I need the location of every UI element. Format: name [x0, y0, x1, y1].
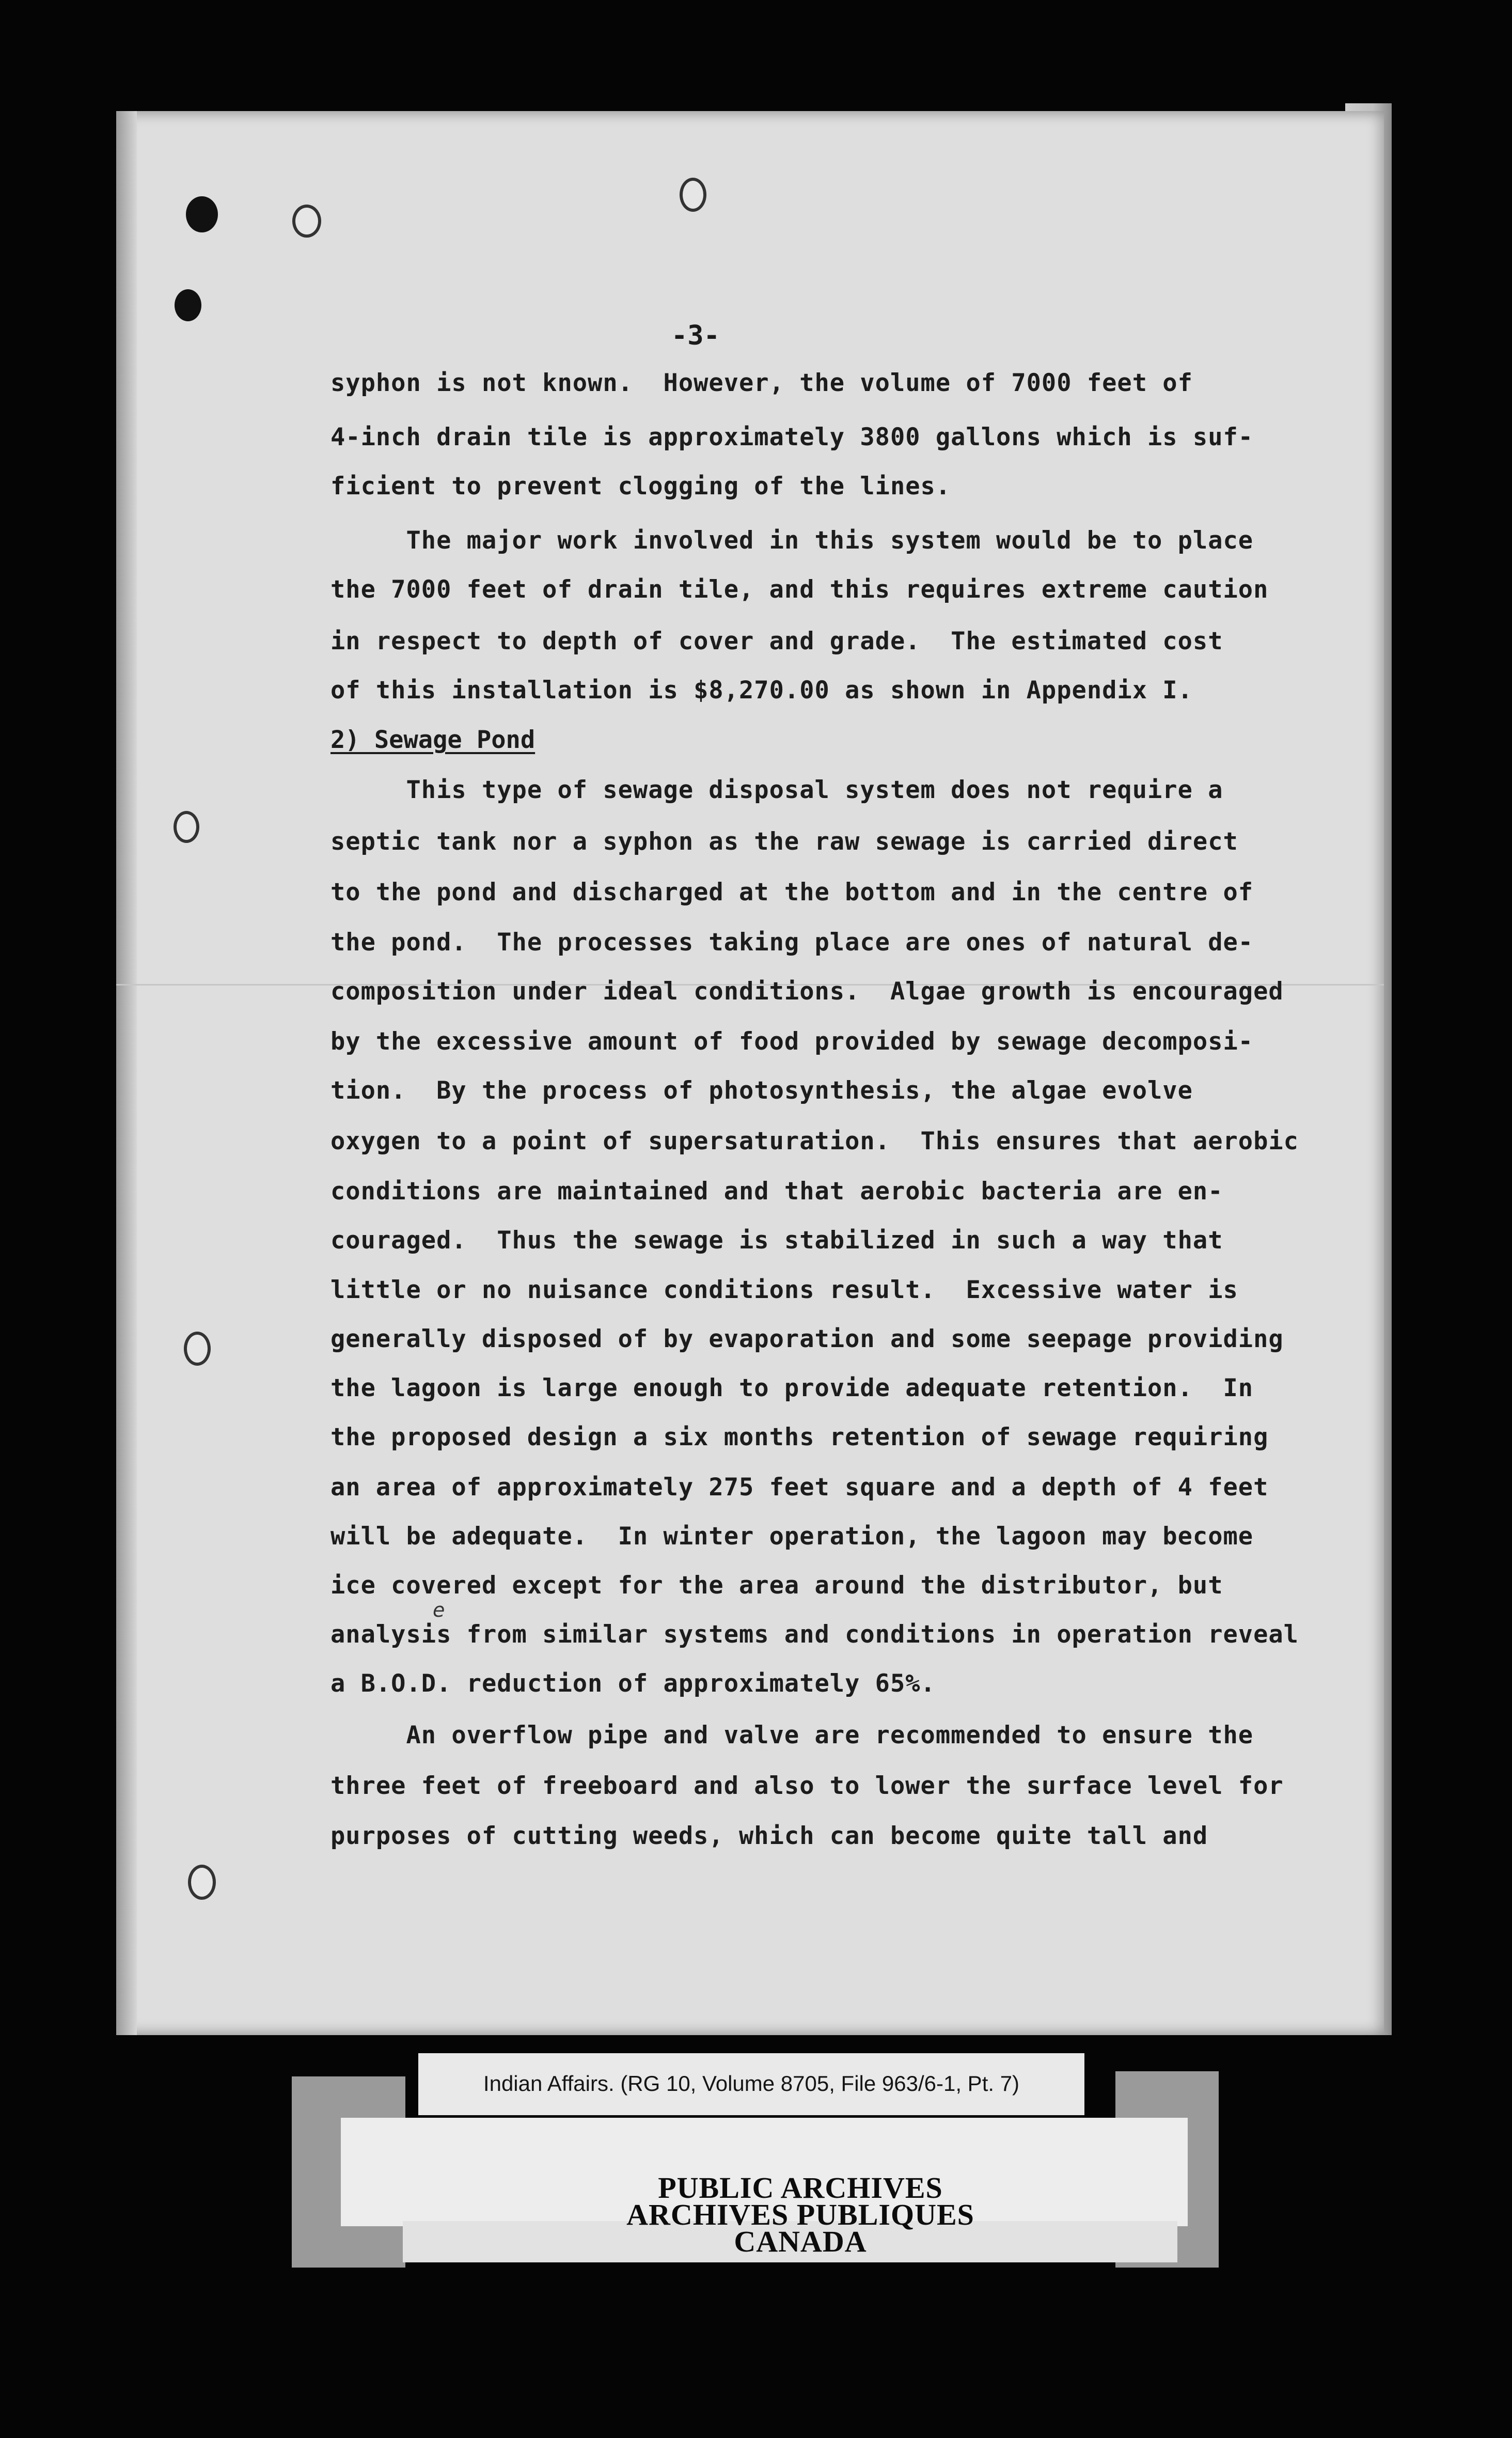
- text-line: 4-inch drain tile is approximately 3800 gallons which is suf-: [330, 423, 1254, 451]
- text-line: by the excessive amount of food provided by sewage decomposi-: [330, 1027, 1254, 1056]
- text-line: the pond. The processes taking place are ones of natural de-: [330, 928, 1254, 957]
- text-line: couraged. Thus the sewage is stabilized in such a way that: [330, 1226, 1223, 1255]
- punch-hole-icon: [186, 196, 218, 232]
- text-line: This type of sewage disposal system does not require a: [330, 776, 1223, 804]
- page-number: -3-: [671, 320, 720, 351]
- text-line: septic tank nor a syphon as the raw sewage is carried direct: [330, 827, 1238, 856]
- text-line: oxygen to a point of supersaturation. This ensures that aerobic: [330, 1127, 1299, 1155]
- text-line: will be adequate. In winter operation, the lagoon may become: [330, 1522, 1254, 1551]
- punch-hole-icon: [292, 205, 321, 238]
- text-line: generally disposed of by evaporation and some seepage providing: [330, 1325, 1284, 1353]
- text-line: of this installation is $8,270.00 as shown in Appendix I.: [330, 676, 1193, 705]
- punch-hole-icon: [680, 178, 706, 212]
- text-line: the 7000 feet of drain tile, and this requires extreme caution: [330, 575, 1269, 604]
- text-line: analysis from similar systems and conditions in operation reveal: [330, 1620, 1299, 1649]
- text-line: an area of approximately 275 feet square and a depth of 4 feet: [330, 1473, 1269, 1502]
- text-line: in respect to depth of cover and grade. The estimated cost: [330, 627, 1223, 655]
- punch-hole-icon: [184, 1332, 211, 1366]
- page-binding-shadow: [116, 111, 137, 2035]
- section-heading: 2) Sewage Pond: [330, 726, 536, 754]
- text-line: three feet of freeboard and also to lower the surface level for: [330, 1772, 1284, 1800]
- punch-hole-icon: [175, 289, 201, 321]
- text-line: ficient to prevent clogging of the lines.: [330, 472, 951, 501]
- text-line: conditions are maintained and that aerobic bacteria are en-: [330, 1177, 1223, 1206]
- text-line: the lagoon is large enough to provide adequate retention. In: [330, 1374, 1254, 1402]
- text-line: tion. By the process of photosynthesis, the algae evolve: [330, 1076, 1193, 1105]
- text-line: a B.O.D. reduction of approximately 65%.: [330, 1669, 936, 1698]
- text-line: An overflow pipe and valve are recommended to ensure the: [330, 1721, 1254, 1749]
- text-line: purposes of cutting weeds, which can become quite tall and: [330, 1822, 1208, 1850]
- stamp-line: ARCHIVES PUBLIQUES: [626, 2198, 974, 2231]
- stamp-line: PUBLIC ARCHIVES: [658, 2171, 943, 2205]
- text-line: syphon is not known. However, the volume of 7000 feet of: [330, 369, 1193, 397]
- text-line: The major work involved in this system would be to place: [330, 526, 1254, 555]
- punch-hole-icon: [174, 811, 199, 843]
- text-line: composition under ideal conditions. Algae growth is encouraged: [330, 977, 1284, 1006]
- archive-stamp: [542, 2171, 1059, 2258]
- archive-reference: Indian Affairs. (RG 10, Volume 8705, File 963/6-1, Pt. 7): [483, 2071, 1020, 2096]
- text-line: to the pond and discharged at the bottom and in the centre of: [330, 878, 1254, 907]
- text-line: ice covered except for the area around the distributor, but: [330, 1571, 1223, 1600]
- text-line: little or no nuisance conditions result. Excessive water is: [330, 1276, 1238, 1304]
- stamp-line: CANADA: [734, 2225, 867, 2258]
- handwritten-correction: e: [433, 1599, 445, 1621]
- punch-hole-icon: [188, 1865, 216, 1900]
- text-line: the proposed design a six months retention of sewage requiring: [330, 1423, 1269, 1451]
